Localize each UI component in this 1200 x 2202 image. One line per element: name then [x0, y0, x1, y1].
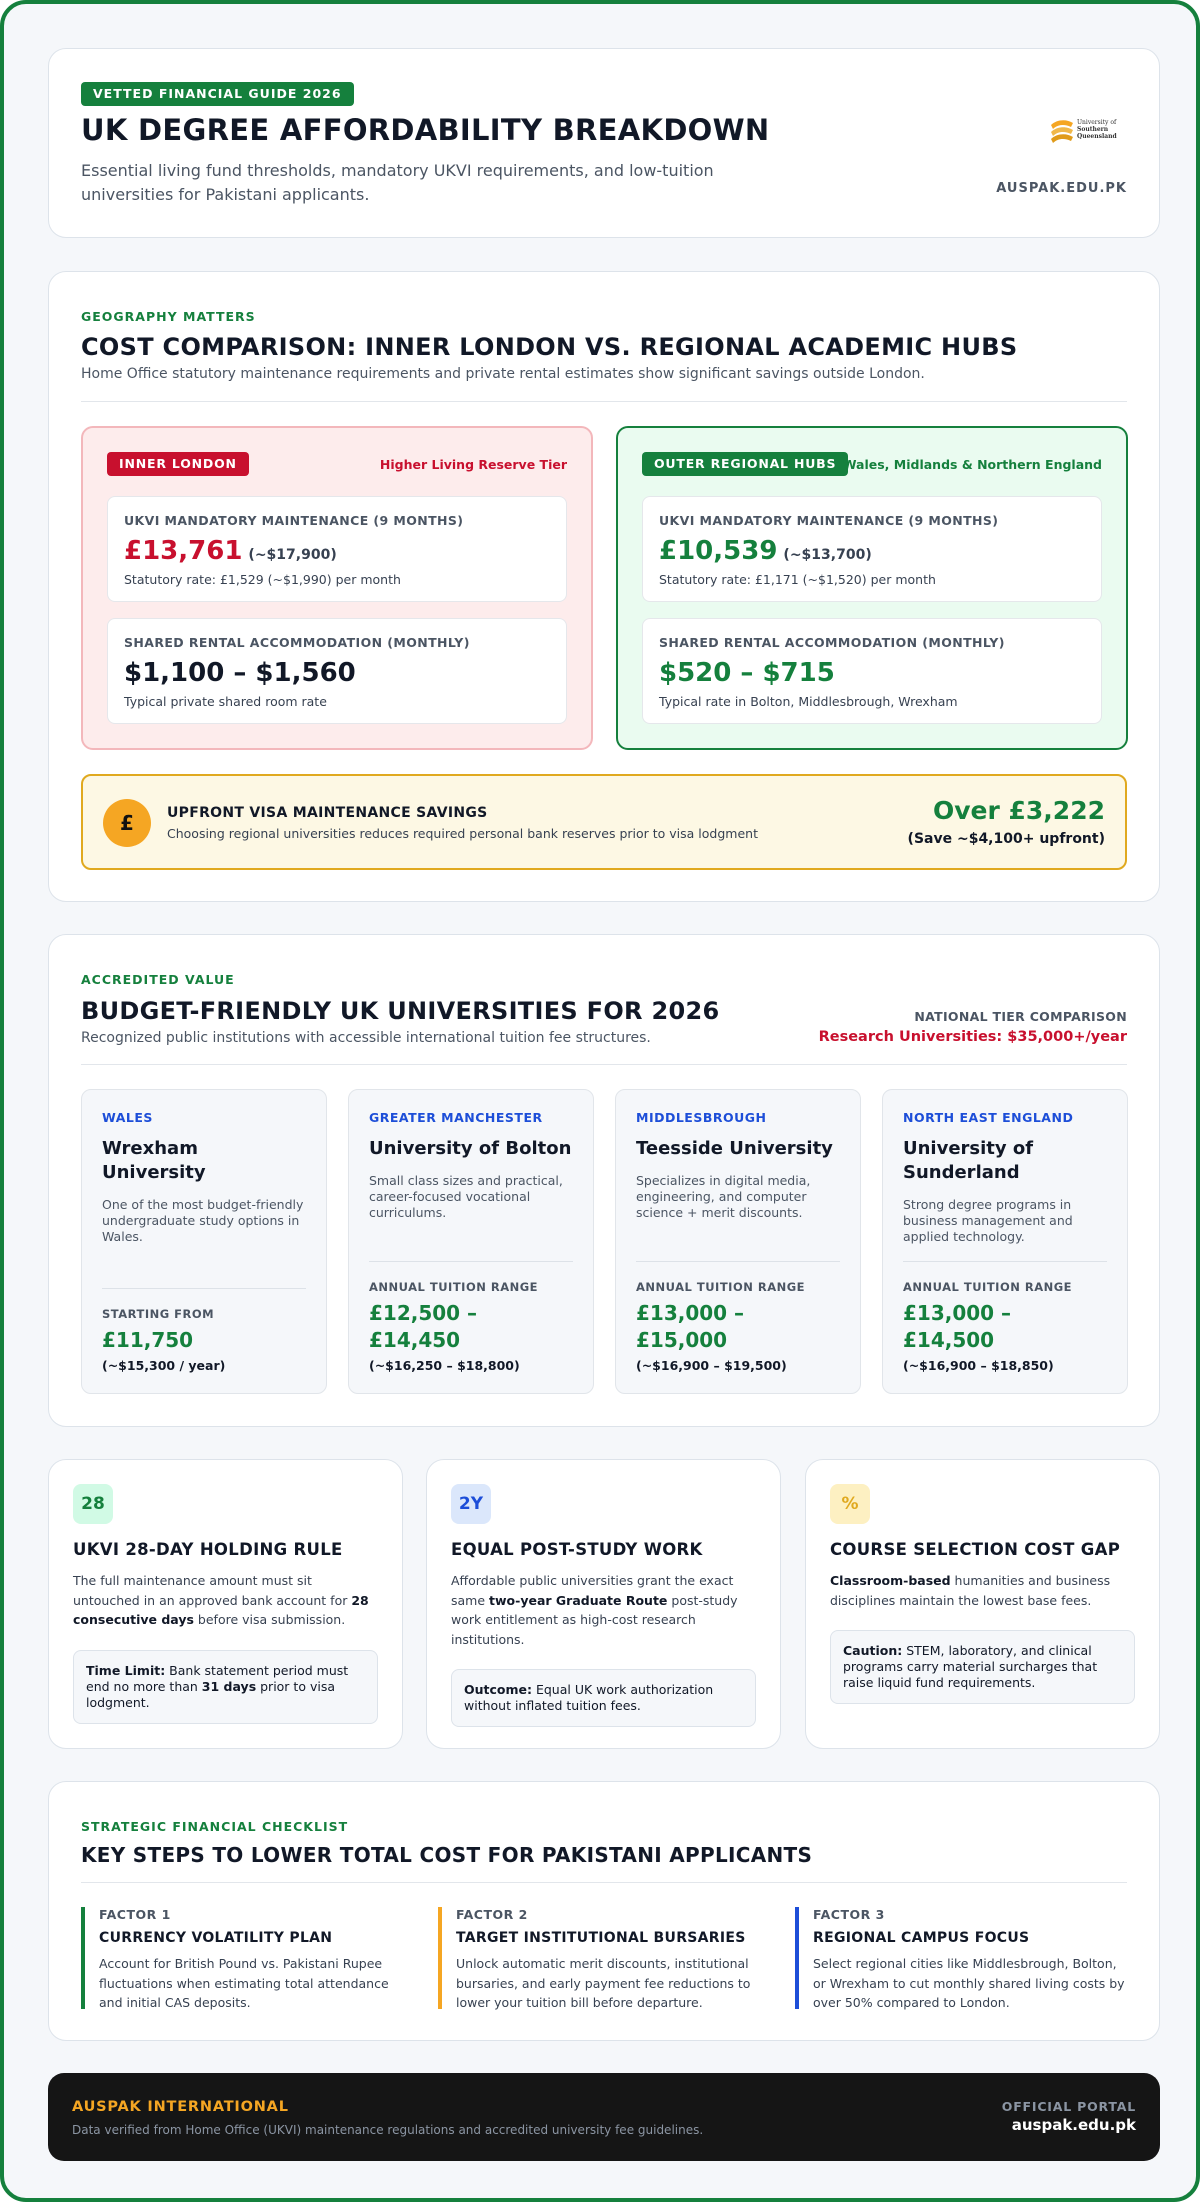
factor-accent-bar	[438, 1907, 442, 2009]
tuition-label: ANNUAL TUITION RANGE	[903, 1280, 1073, 1294]
portal-link[interactable]: auspak.edu.pk	[1011, 2116, 1136, 2134]
footer-brand: AUSPAK INTERNATIONAL	[72, 2099, 289, 2115]
section-eyebrow: GEOGRAPHY MATTERS	[81, 309, 256, 324]
percent-icon: %	[830, 1484, 870, 1524]
university-name: Teesside University	[636, 1138, 833, 1159]
checklist-section	[48, 1781, 1160, 2041]
factor-item	[795, 1907, 1125, 2009]
tuition-label: STARTING FROM	[102, 1307, 215, 1321]
section-title: BUDGET-FRIENDLY UK UNIVERSITIES FOR 2026	[81, 997, 720, 1025]
tuition-price: £13,000 – £15,000	[636, 1301, 745, 1352]
divider	[81, 401, 1127, 402]
factor-label: FACTOR 3	[813, 1907, 885, 1922]
info-card-note: Time Limit: Bank statement period must end no more than 31 days prior to visa lodgment.	[73, 1650, 378, 1724]
guide-badge: VETTED FINANCIAL GUIDE 2026	[81, 82, 354, 106]
university-desc: One of the most budget-friendly undergraduate study options in Wales.	[102, 1197, 304, 1244]
university-region: NORTH EAST ENGLAND	[903, 1110, 1074, 1125]
factor-body: Account for British Pound vs. Pakistani Rupee fluctuations when estimating total attendance and initial CAS deposits.	[99, 1956, 389, 2010]
section-title: COST COMPARISON: INNER LONDON VS. REGIONAL ACADEMIC HUBS	[81, 333, 1018, 361]
rent-amount: $1,100 – $1,560	[124, 658, 356, 688]
footer-subtitle: Data verified from Home Office (UKVI) maintenance regulations and accredited university fee guidelines.	[72, 2123, 704, 2137]
info-card-title: COURSE SELECTION COST GAP	[830, 1540, 1121, 1559]
tuition-price: £11,750	[102, 1328, 194, 1352]
factor-item	[81, 1907, 411, 2009]
tier-label: Wales, Midlands & Northern England	[842, 457, 1102, 472]
factor-accent-bar	[795, 1907, 799, 2009]
divider	[636, 1261, 840, 1262]
university-name: University of Bolton	[369, 1138, 572, 1159]
divider	[369, 1261, 573, 1262]
divider	[903, 1261, 1107, 1262]
pound-coin-icon: £	[103, 799, 151, 847]
info-card-body: Classroom-based humanities and business disciplines maintain the lowest base fees.	[830, 1573, 1111, 1608]
university-region: MIDDLESBROUGH	[636, 1110, 767, 1125]
university-name: Wrexham University	[102, 1138, 206, 1183]
maintenance-note: Statutory rate: £1,171 (~$1,520) per month	[659, 572, 936, 587]
page-subtitle: Essential living fund thresholds, mandatory UKVI requirements, and low-tuition universities for Pakistani applicants.	[81, 161, 714, 204]
factor-accent-bar	[81, 1907, 85, 2009]
university-card[interactable]	[81, 1089, 327, 1394]
section-subtitle: Recognized public institutions with accessible international tuition fee structures.	[81, 1030, 651, 1046]
header-card	[48, 48, 1160, 238]
site-url[interactable]: AUSPAK.EDU.PK	[996, 181, 1127, 196]
university-name: University of Sunderland	[903, 1138, 1034, 1183]
info-card-post-study-work	[426, 1459, 781, 1749]
rent-label: SHARED RENTAL ACCOMMODATION (MONTHLY)	[124, 635, 470, 650]
region-pill: INNER LONDON	[107, 452, 249, 476]
savings-usd: (Save ~$4,100+ upfront)	[907, 831, 1105, 847]
rent-box	[642, 618, 1102, 724]
universities-section	[48, 934, 1160, 1427]
section-subtitle: Home Office statutory maintenance requirements and private rental estimates show significant savings outside London.	[81, 366, 925, 382]
divider	[102, 1288, 306, 1289]
national-tier-label: NATIONAL TIER COMPARISON	[914, 1009, 1127, 1024]
university-card[interactable]	[348, 1089, 594, 1394]
university-desc: Specializes in digital media, engineering, and computer science + merit discounts.	[636, 1173, 811, 1220]
info-card-body: The full maintenance amount must sit untouched in an approved bank account for 28 consecutive days before visa submission.	[73, 1573, 369, 1627]
maintenance-box	[642, 496, 1102, 602]
info-card-note: Caution: STEM, laboratory, and clinical programs carry material surcharges that raise liquid fund requirements.	[830, 1630, 1135, 1704]
divider	[81, 1882, 1127, 1883]
cost-comparison-section	[48, 271, 1160, 902]
info-card-body: Affordable public universities grant the exact same two-year Graduate Route post-study work entitlement as high-cost research institutions.	[451, 1573, 738, 1647]
page-title: UK DEGREE AFFORDABILITY BREAKDOWN	[81, 113, 770, 147]
two-year-icon: 2Y	[451, 1484, 491, 1524]
holding-days-icon: 28	[73, 1484, 113, 1524]
university-logo: University of Southern Queensland	[1049, 117, 1123, 147]
university-region: WALES	[102, 1110, 153, 1125]
factor-title: CURRENCY VOLATILITY PLAN	[99, 1930, 333, 1946]
maintenance-note: Statutory rate: £1,529 (~$1,990) per month	[124, 572, 401, 587]
tuition-price: £13,000 – £14,500	[903, 1301, 1012, 1352]
inner-london-panel	[81, 426, 593, 750]
savings-amount: Over £3,222	[932, 796, 1105, 825]
maintenance-box	[107, 496, 567, 602]
tuition-label: ANNUAL TUITION RANGE	[636, 1280, 806, 1294]
maintenance-label: UKVI MANDATORY MAINTENANCE (9 MONTHS)	[124, 513, 464, 528]
savings-subtitle: Choosing regional universities reduces required personal bank reserves prior to visa lodgment	[167, 826, 758, 841]
factor-body: Unlock automatic merit discounts, institutional bursaries, and early payment fee reductions to lower your tuition bill before departure.	[456, 1956, 751, 2010]
info-card-title: UKVI 28-DAY HOLDING RULE	[73, 1540, 343, 1559]
factor-label: FACTOR 1	[99, 1907, 171, 1922]
info-card-holding-rule	[48, 1459, 403, 1749]
maintenance-label: UKVI MANDATORY MAINTENANCE (9 MONTHS)	[659, 513, 999, 528]
regional-hubs-panel	[616, 426, 1128, 750]
section-eyebrow: ACCREDITED VALUE	[81, 972, 235, 987]
rent-note: Typical rate in Bolton, Middlesbrough, Wrexham	[659, 694, 958, 709]
tuition-usd: (~$16,900 – $18,850)	[903, 1358, 1054, 1373]
portal-label: OFFICIAL PORTAL	[1001, 2099, 1136, 2114]
university-region: GREATER MANCHESTER	[369, 1110, 543, 1125]
rent-box	[107, 618, 567, 724]
maintenance-amount: £10,539 (~$13,700)	[659, 536, 872, 566]
factor-title: TARGET INSTITUTIONAL BURSARIES	[456, 1930, 746, 1946]
region-pill: OUTER REGIONAL HUBS	[642, 452, 848, 476]
tuition-usd: (~$16,250 – $18,800)	[369, 1358, 520, 1373]
maintenance-amount: £13,761 (~$17,900)	[124, 536, 337, 566]
tuition-price: £12,500 – £14,450	[369, 1301, 478, 1352]
university-card[interactable]	[615, 1089, 861, 1394]
section-title: KEY STEPS TO LOWER TOTAL COST FOR PAKISTANI APPLICANTS	[81, 1843, 813, 1867]
rent-amount: $520 – $715	[659, 658, 835, 688]
university-desc: Strong degree programs in business management and applied technology.	[903, 1197, 1073, 1244]
footer	[48, 2073, 1160, 2161]
university-desc: Small class sizes and practical, career-focused vocational curriculums.	[369, 1173, 563, 1220]
university-card[interactable]	[882, 1089, 1128, 1394]
section-eyebrow: STRATEGIC FINANCIAL CHECKLIST	[81, 1819, 349, 1834]
info-card-note: Outcome: Equal UK work authorization without inflated tuition fees.	[451, 1669, 756, 1727]
tuition-usd: (~$16,900 – $19,500)	[636, 1358, 787, 1373]
tuition-usd: (~$15,300 / year)	[102, 1358, 226, 1373]
info-card-title: EQUAL POST-STUDY WORK	[451, 1540, 703, 1559]
factor-item	[438, 1907, 768, 2009]
national-tier-value: Research Universities: $35,000+/year	[818, 1029, 1127, 1045]
factor-title: REGIONAL CAMPUS FOCUS	[813, 1930, 1030, 1946]
savings-title: UPFRONT VISA MAINTENANCE SAVINGS	[167, 805, 488, 821]
info-card-cost-gap	[805, 1459, 1160, 1749]
divider	[81, 1064, 1127, 1065]
rent-note: Typical private shared room rate	[124, 694, 327, 709]
tuition-label: ANNUAL TUITION RANGE	[369, 1280, 539, 1294]
savings-banner	[81, 774, 1127, 870]
rent-label: SHARED RENTAL ACCOMMODATION (MONTHLY)	[659, 635, 1005, 650]
tier-label: Higher Living Reserve Tier	[379, 457, 567, 472]
factor-label: FACTOR 2	[456, 1907, 528, 1922]
factor-body: Select regional cities like Middlesbrough, Bolton, or Wrexham to cut monthly shared living costs by over 50% compared to London.	[813, 1956, 1125, 2010]
